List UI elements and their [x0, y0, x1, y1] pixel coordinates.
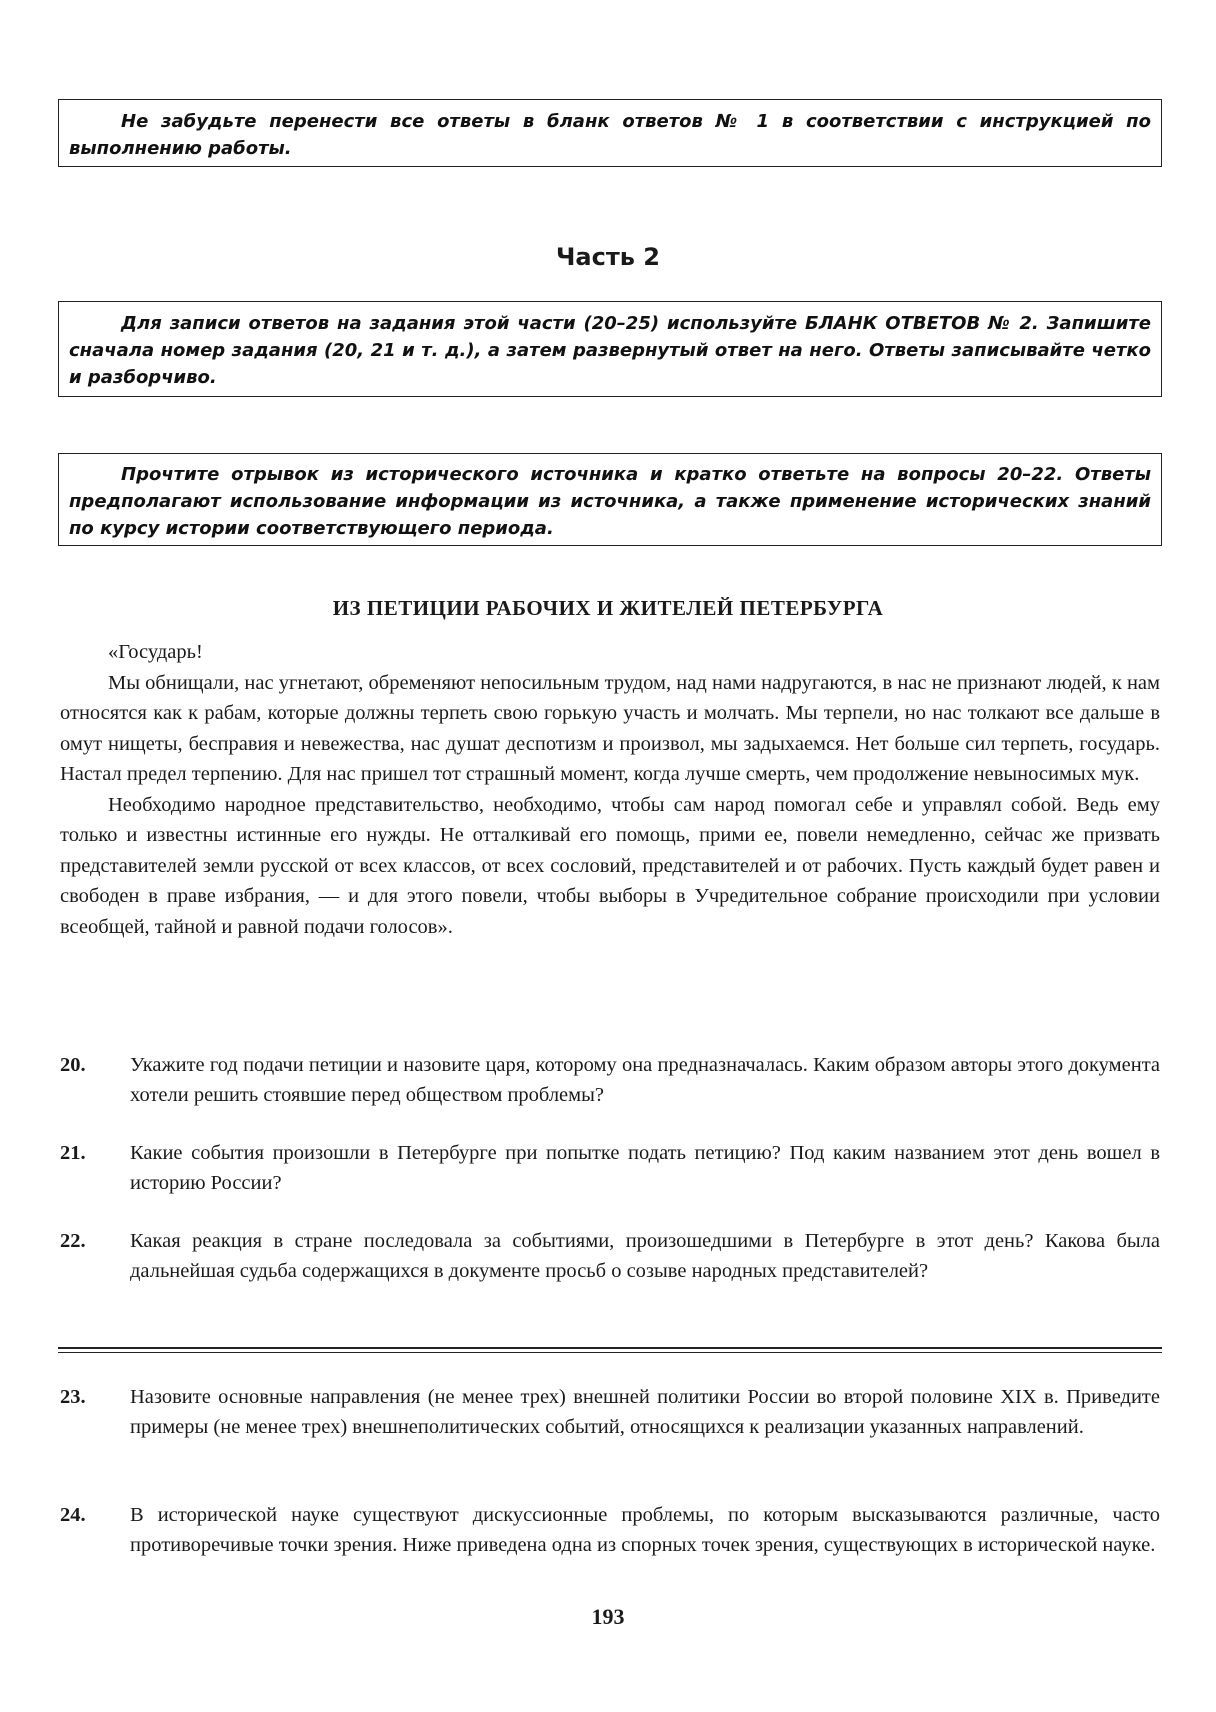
source-paragraph: «Государь!: [108, 641, 203, 663]
task-number: 21.: [60, 1142, 86, 1164]
source-instruction-text: Прочтите отрывок из исторического источника и кратко ответьте на вопросы 20–22. Ответы предполагают использование информации из источника, а также применение исторических знаний по курсу истории соответствующего периода.: [69, 464, 1151, 539]
task-21: [60, 1138, 1160, 1198]
task-number: 20.: [60, 1054, 86, 1076]
task-text: В исторической науке существуют дискуссионные проблемы, по которым высказываются различные, часто противоречивые точки зрения. Ниже приведена одна из спорных точек зрения, существующих в исторической науке.: [130, 1504, 1160, 1556]
task-number: 24.: [60, 1504, 86, 1526]
part-title: Часть 2: [556, 243, 660, 271]
section-divider: [58, 1347, 1162, 1353]
part-instruction-box: [58, 301, 1162, 397]
task-23: [60, 1382, 1160, 1442]
task-text: Какая реакция в стране последовала за событиями, произошедшими в Петербурге в этот день? Какова была дальнейшая судьба содержащихся в документе просьб о созыве народных представителей?: [130, 1230, 1160, 1282]
source-paragraph: Необходимо народное представительство, необходимо, чтобы сам народ помогал себе и управлял собой. Ведь ему только и известны истинные его нужды. Не отталкивай его помощь, прими ее, повели немедленно, сейчас же призвать представителей земли русской от всех классов, от всех сословий, представителей и от рабочих. Пусть каждый будет равен и свободен в праве избрания, — и для этого повели, чтобы выборы в Учредительное собрание происходили при условии всеобщей, тайной и равной подачи голосов».: [60, 793, 1160, 938]
source-paragraph: Мы обнищали, нас угнетают, обременяют непосильным трудом, над нами надругаются, в нас не признают людей, к нам относятся как к рабам, которые должны терпеть свою горькую участь и молчать. Мы терпели, но нас толкают все дальше в омут нищеты, бесправия и невежества, нас душат деспотизм и произвол, мы задыхаемся. Нет больше сил терпеть, государь. Настал предел терпению. Для нас пришел тот страшный момент, когда лучше смерть, чем продолжение невыносимых мук.: [60, 671, 1160, 785]
task-text: Назовите основные направления (не менее трех) внешней политики России во второй половине XIX в. Приведите примеры (не менее трех) внешнеполитических событий, относящихся к реализации указанных направлений.: [130, 1386, 1160, 1438]
task-text: Укажите год подачи петиции и назовите царя, которому она предназначалась. Каким образом авторы этого документа хотели решить стоявшие перед обществом проблемы?: [130, 1054, 1160, 1106]
task-number: 22.: [60, 1230, 86, 1252]
page-number: 193: [591, 1604, 625, 1629]
task-20: [60, 1050, 1160, 1110]
notice-text: Не забудьте перенести все ответы в бланк ответов № 1 в соответствии с инструкцией по выполнению работы.: [69, 111, 1151, 159]
source-instruction-box: [58, 453, 1162, 546]
task-22: [60, 1226, 1160, 1286]
task-text: Какие события произошли в Петербурге при попытке подать петицию? Под каким названием этот день вошел в историю России?: [130, 1142, 1160, 1194]
notice-box: [58, 99, 1162, 167]
task-24: [60, 1500, 1160, 1560]
source-text: [60, 637, 1160, 942]
task-number: 23.: [60, 1386, 86, 1408]
document-title: ИЗ ПЕТИЦИИ РАБОЧИХ И ЖИТЕЛЕЙ ПЕТЕРБУРГА: [332, 596, 884, 620]
part-instruction-text: Для записи ответов на задания этой части (20–25) используйте БЛАНК ОТВЕТОВ № 2. Запишите сначала номер задания (20, 21 и т. д.), а затем развернутый ответ на него. Ответы записывайте четко и разборчиво.: [69, 313, 1151, 388]
